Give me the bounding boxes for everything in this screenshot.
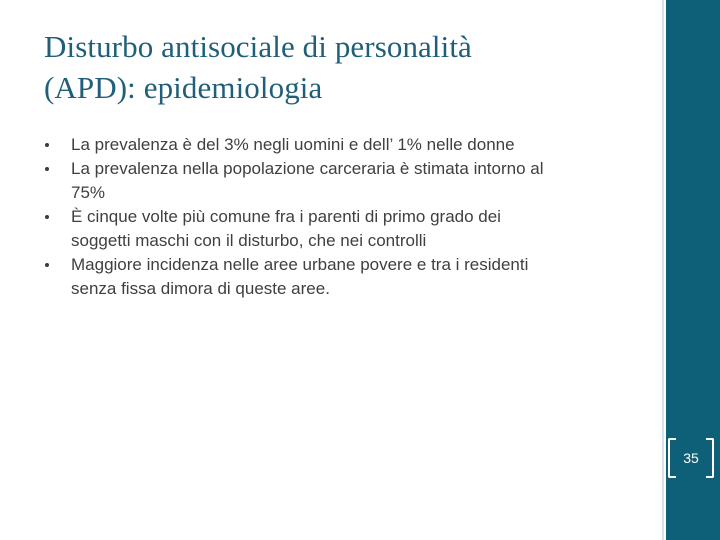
- bullet-item: [45, 157, 655, 205]
- slide-title: [44, 26, 644, 108]
- bullet-icon: [45, 143, 49, 147]
- bullet-item: [45, 205, 655, 253]
- bullet-item: [45, 253, 655, 301]
- bullet-text: soggetti maschi con il disturbo, che nei controlli: [71, 231, 427, 250]
- page-number-box: [668, 438, 714, 480]
- bullet-icon: [45, 215, 49, 219]
- divider-line: [662, 0, 664, 540]
- bullet-text: È cinque volte più comune fra i parenti di primo grado dei: [71, 207, 501, 226]
- bullet-text: senza fissa dimora di queste aree.: [71, 279, 330, 298]
- page-number: 35: [683, 450, 699, 466]
- bullet-list: [45, 133, 655, 301]
- bullet-item: [45, 133, 655, 157]
- title-line: (APD): epidemiologia: [44, 70, 323, 105]
- bullet-text: La prevalenza nella popolazione carceraria è stimata intorno al: [71, 159, 544, 178]
- bullet-text: Maggiore incidenza nelle aree urbane povere e tra i residenti: [71, 255, 529, 274]
- bullet-icon: [45, 167, 49, 171]
- bullet-text: La prevalenza è del 3% negli uomini e dell’ 1% nelle donne: [71, 135, 515, 154]
- bullet-text: 75%: [71, 183, 106, 202]
- title-line: Disturbo antisociale di personalità: [44, 29, 472, 64]
- bullet-icon: [45, 263, 49, 267]
- right-bracket-icon: [706, 438, 714, 478]
